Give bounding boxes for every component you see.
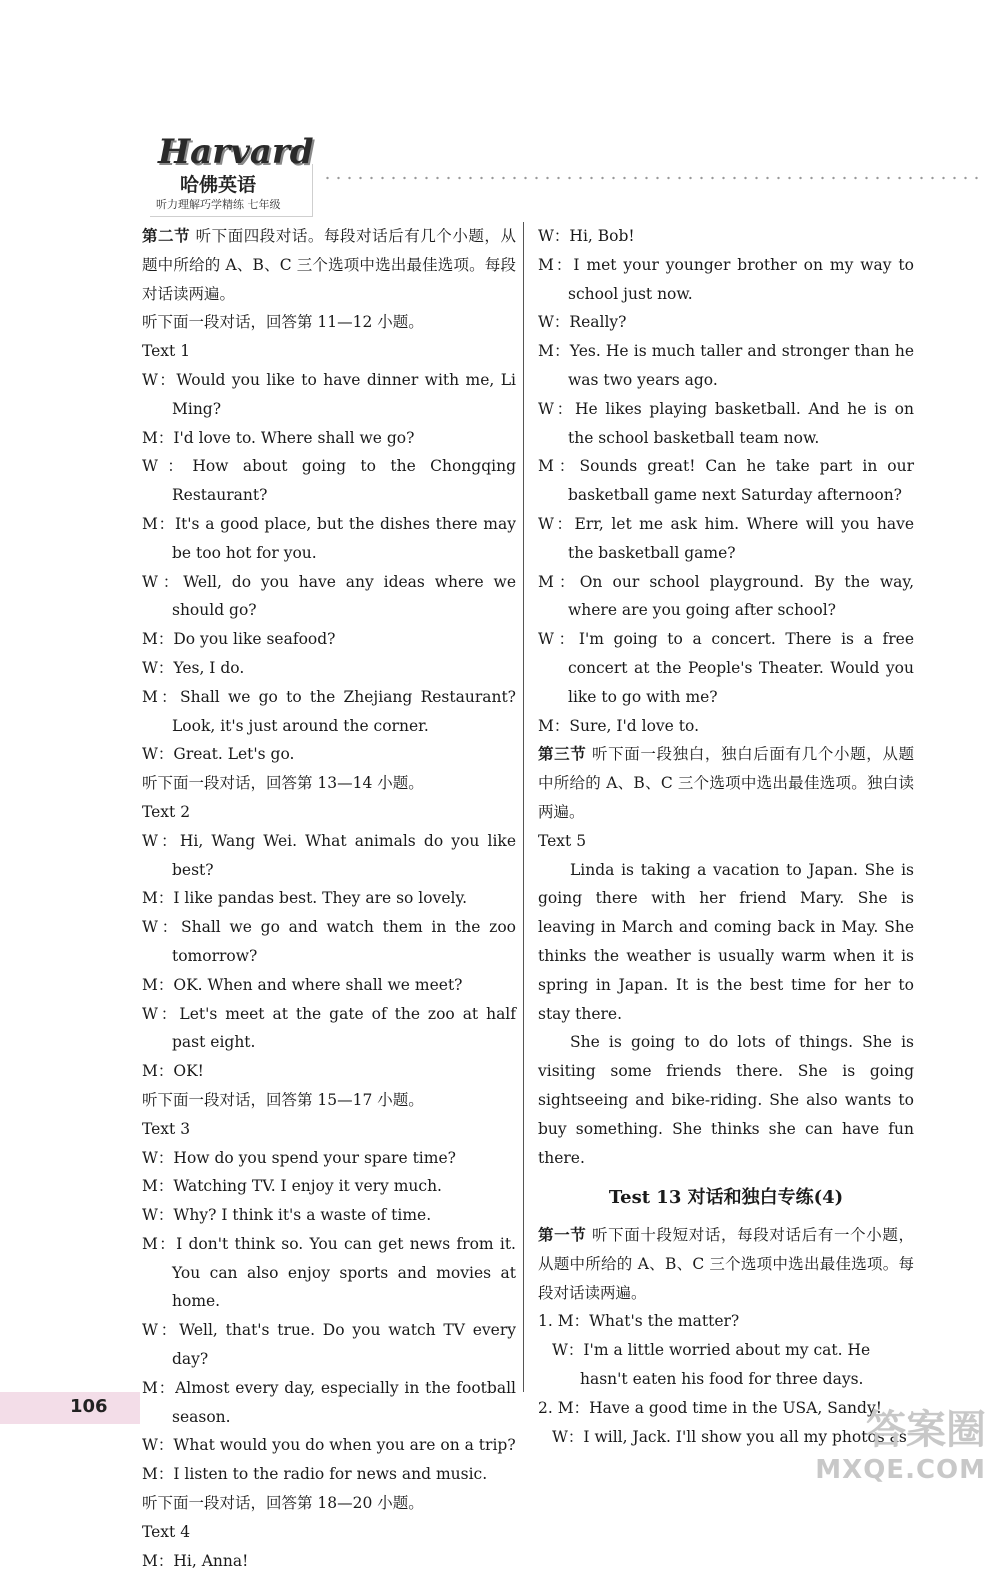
dialogue-line: W：Well, do you have any ideas where we should go? [142,572,516,620]
section-text: 听下面一段独白，独白后面有几个小题，从题中所给的 A、B、C 三个选项中选出最佳选项。独白读两遍。 [538,745,914,821]
dialogue-line: W：Really? [538,313,627,332]
dialogue-line: M：I like pandas best. They are so lovely. [142,889,468,908]
dialogue-line: M：It's a good place, but the dishes there may be too hot for you. [142,514,516,562]
text-heading: 听下面一段对话，回答第 13—14 小题。 [142,774,424,793]
dialogue-line: W：Yes, I do. [142,658,245,677]
text-heading: Text 5 [538,831,587,850]
dialogue-line: W：How about going to the Chongqing Restaurant? [142,457,516,505]
dialogue-line: W：Would you like to have dinner with me, Li Ming? [142,370,516,418]
dialogue-line: W：Let's meet at the gate of the zoo at half past eight. [142,1004,516,1052]
section-instruction [538,1221,914,1307]
section-instruction [142,222,516,308]
section-label: 第一节 [538,1225,587,1245]
page-number: 106 [70,1396,108,1417]
dialogue-line: M：I listen to the radio for news and music. [142,1465,488,1484]
watermark [815,1407,986,1490]
dialogue-line: W：Hi, Bob! [538,227,635,245]
dialogue-line: M：OK! [142,1062,204,1081]
section-text: 听下面四段对话。每段对话后有几个小题，从题中所给的 A、B、C 三个选项中选出最佳选项。每段对话读两遍。 [142,227,516,303]
dialogue-line: M：I don't think so. You can get news from it. You can also enjoy sports and movies at home. [142,1234,516,1311]
dialogue-line: M：I met your younger brother on my way to school just now. [538,255,914,303]
text-heading: 听下面一段对话，回答第 15—17 小题。 [142,1090,424,1109]
dialogue-line: W：Err, let me ask him. Where will you have the basketball game? [538,514,914,562]
text-heading: Text 4 [142,1522,191,1541]
dialogue-line: M：Almost every day, especially in the football season. [142,1378,516,1426]
test-title: Test 13 对话和独白专练(4) [608,1187,844,1209]
dialogue-line: M：On our school playground. By the way, where are you going after school? [538,572,914,620]
dialogue-line: W：I'm going to a concert. There is a free concert at the People's Theater. Would you like to go with me? [538,630,914,706]
dialogue-line: W：Hi, Wang Wei. What animals do you like best? [142,831,516,879]
section-label: 第二节 [142,226,191,245]
section-label: 第三节 [538,744,587,764]
question-line: 1. M：What's the matter? [538,1312,740,1331]
monologue-paragraph: Linda is taking a vacation to Japan. She is going there with her friend Mary. She is leaving in March and coming back in May. She thinks the weather is usually warm when it is spring in Japan. It is the best time for her to stay there. [538,860,914,1023]
dialogue-line: W：He likes playing basketball. And he is on the school basketball team now. [538,399,914,447]
dialogue-line: M：Do you like seafood? [142,630,336,649]
left-column [142,222,516,1575]
dialogue-line: W：Great. Let's go. [142,745,295,764]
book-subtitle: 听力理解巧学精练 七年级 [156,198,281,211]
dialogue-line: M：Yes. He is much taller and stronger than he was two years ago. [538,342,914,389]
page-header [150,128,1000,218]
dialogue-line: W：Well, that's true. Do you watch TV every day? [142,1321,516,1369]
text-heading: 听下面一段对话，回答第 11—12 小题。 [142,313,424,332]
dialogue-line: M：Watching TV. I enjoy it very much. [142,1177,442,1196]
dialogue-line: W：What would you do when you are on a trip? [142,1436,516,1455]
dialogue-line: M：OK. When and where shall we meet? [142,975,463,994]
dialogue-line: M：Shall we go to the Zhejiang Restaurant? Look, it's just around the corner. [142,687,516,735]
text-heading: Text 3 [142,1119,191,1138]
right-column [538,222,914,1451]
logo-chinese-title: 哈佛英语 [180,174,257,196]
dialogue-line: W：How do you spend your spare time? [142,1148,456,1167]
question-line: 2. M：Have a good time in the USA, Sandy! [538,1398,882,1417]
dialogue-line: W：Why? I think it's a waste of time. [142,1206,432,1225]
question-reply-line: W：I'm a little worried about my cat. He hasn't eaten his food for three days. [552,1341,871,1389]
monologue-paragraph: She is going to do lots of things. She is visiting some friends there. She is going sightseeing and bike-riding. She also wants to buy something. She thinks she can have fun there. [538,1033,914,1167]
section-instruction [538,740,914,826]
section-text: 听下面十段短对话，每段对话后有一个小题，从题中所给的 A、B、C 三个选项中选出最佳选项。每段对话读两遍。 [538,1226,914,1302]
watermark-chinese: 答案圈 [866,1407,986,1453]
dialogue-line: M：Hi, Anna! [142,1551,249,1570]
dialogue-line: W：Shall we go and watch them in the zoo tomorrow? [142,918,516,965]
dialogue-line: M：Sounds great! Can he take part in our basketball game next Saturday afternoon? [538,457,914,505]
text-heading: Text 1 [142,342,191,361]
question-reply-line: W：I will, Jack. I'll show you all my photos as [552,1427,907,1446]
dialogue-line: M：Sure, I'd love to. [538,716,700,735]
column-divider [523,222,524,1392]
harvard-logo-wordmark: Harvard [158,132,314,172]
watermark-url: MXQE.COM [815,1455,986,1485]
text-heading: Text 2 [142,802,191,821]
header-dotted-rule [322,176,982,180]
text-heading: 听下面一段对话，回答第 18—20 小题。 [142,1494,424,1513]
dialogue-line: M：I'd love to. Where shall we go? [142,428,415,447]
